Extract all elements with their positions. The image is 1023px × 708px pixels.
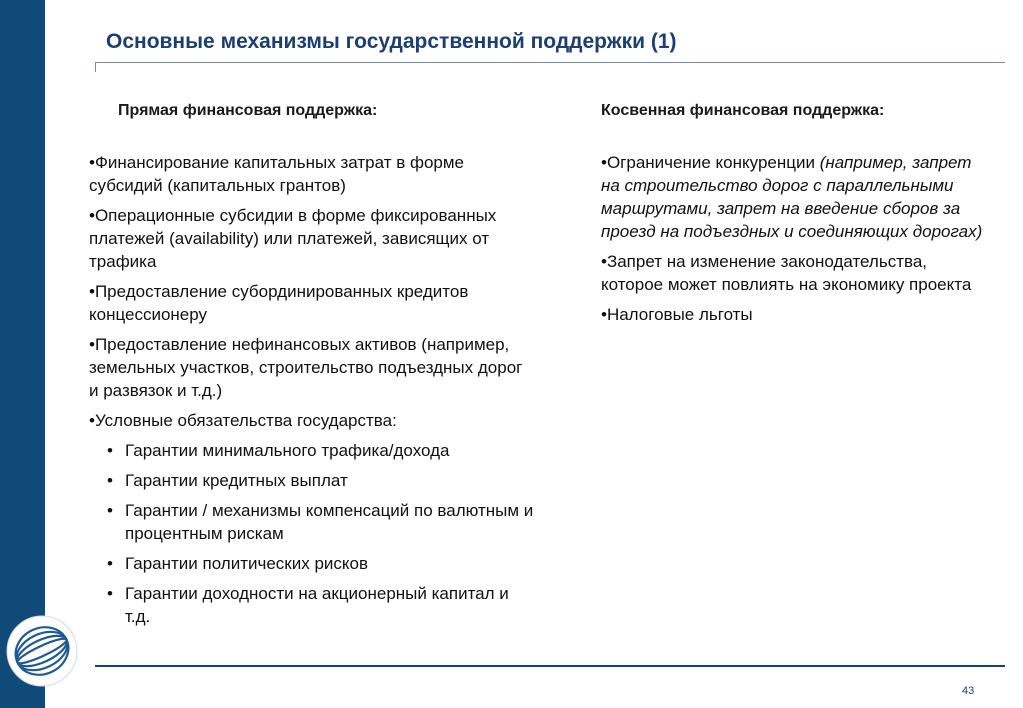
- sidebar-band: [0, 0, 45, 708]
- page-number: 43: [962, 685, 975, 697]
- list-item-text: Финансирование капитальных затрат в форме субсидий (капитальных грантов): [89, 153, 464, 195]
- list-item: [89, 280, 534, 326]
- list-item-text: Ограничение конкуренции: [606, 153, 820, 172]
- slide-title: Основные механизмы государственной поддержки (1): [106, 30, 677, 53]
- list-item-text: Запрет на изменение законодательства, которое может повлиять на экономику проекта: [601, 252, 972, 294]
- indirect-support-list: [601, 151, 991, 326]
- list-item-text: Предоставление нефинансовых активов (например, земельных участков, строительство подъездных дорог и развязок и т.д.): [89, 335, 523, 400]
- right-column: [601, 151, 991, 333]
- sublist-item: [89, 552, 534, 575]
- globe-logo-icon: [5, 614, 79, 688]
- bullet: •: [107, 441, 113, 460]
- bullet: •: [601, 252, 607, 271]
- sublist-item: [89, 582, 534, 628]
- list-item: [89, 409, 534, 432]
- right-column-heading: Косвенная финансовая поддержка:: [601, 102, 885, 119]
- bullet: •: [89, 206, 95, 225]
- list-item: [89, 204, 534, 273]
- title-underline: [95, 62, 1005, 63]
- list-item: [601, 303, 991, 326]
- sublist-item-text: Гарантии кредитных выплат: [125, 471, 348, 490]
- bullet: •: [601, 153, 607, 172]
- sublist-item: [89, 439, 534, 462]
- bullet: •: [89, 411, 95, 430]
- bullet: •: [89, 335, 95, 354]
- footer-rule: [95, 665, 1005, 667]
- left-column: [89, 151, 534, 635]
- bullet: •: [107, 501, 113, 520]
- list-item-text: Условные обязательства государства:: [94, 411, 397, 430]
- list-item: [601, 250, 991, 296]
- list-item: [89, 151, 534, 197]
- bullet: •: [107, 471, 113, 490]
- sublist-item: [89, 499, 534, 545]
- guarantees-sublist: [89, 439, 534, 628]
- sublist-item-text: Гарантии доходности на акционерный капитал и т.д.: [125, 584, 509, 626]
- bullet: •: [107, 554, 113, 573]
- bullet: •: [601, 305, 607, 324]
- direct-support-list: [89, 151, 534, 432]
- list-item-text: Операционные субсидии в форме фиксированных платежей (availability) или платежей, зависящих от трафика: [89, 206, 497, 271]
- left-column-heading: Прямая финансовая поддержка:: [118, 102, 378, 119]
- bullet: •: [107, 584, 113, 603]
- list-item-text: Налоговые льготы: [606, 305, 753, 324]
- bullet: •: [89, 282, 95, 301]
- sublist-item-text: Гарантии / механизмы компенсаций по валютным и процентным рискам: [125, 501, 534, 543]
- sublist-item-text: Гарантии политических рисков: [125, 554, 369, 573]
- sublist-item: [89, 469, 534, 492]
- list-item-example: (например, запрет на строительство дорог с параллельными маршрутами, запрет на введение сборов за проезд на подъездных и соединяющих дорогах): [601, 153, 983, 241]
- sublist-item-text: Гарантии минимального трафика/дохода: [125, 441, 450, 460]
- list-item-text: Предоставление субординированных кредитов концессионеру: [89, 282, 469, 324]
- bullet: •: [89, 153, 95, 172]
- list-item: [89, 333, 534, 402]
- title-underline-tick: [95, 62, 96, 72]
- list-item: [601, 151, 991, 243]
